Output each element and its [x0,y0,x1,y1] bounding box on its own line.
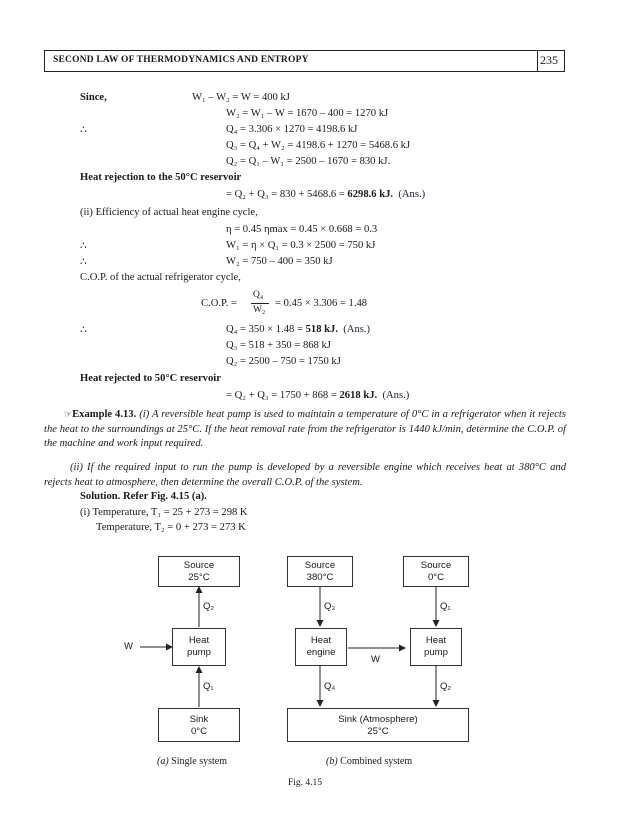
source-temperature: 0°C [427,572,445,583]
heat-label-q4-b: Q₄ [324,681,336,692]
equation-text: = Q₂ + Q₃ = 1750 + 868 = [226,390,340,401]
equation-text: = Q₂ + Q₃ = 830 + 5468.6 = [226,189,348,200]
page-number: 235 [540,53,558,67]
temperature-t1: (i) Temperature, T₁ = 25 + 273 = 298 K [80,507,248,518]
work-label-a: W [124,641,133,652]
answer-value: 518 kJ. [305,324,338,335]
source-temperature: 25°C [188,572,210,583]
chapter-title: SECOND LAW OF THERMODYNAMICS AND ENTROPY [53,55,309,65]
caption-b: (b) Combined system [326,756,413,767]
equation-q4: Q₄ = 3.306 × 1270 = 4198.6 kJ [226,124,358,135]
figure-label: Fig. 4.15 [288,778,323,788]
device-label: Heat [425,635,447,646]
heat-pump-box-b [410,628,462,666]
example-text-2: (ii) If the required input to run the pump is developed by a reversible engine which receives heat at 380°C and rejects heat to atmosphere, then determine the overall C.O.P. of the system. [44,462,566,488]
part-ii-text: (ii) Efficiency of actual heat engine cycle, [80,207,258,218]
equation-q2: Q₂ = Q₁ – W₁ = 2500 – 1670 = 830 kJ. [226,156,391,167]
since-label: Since, [80,92,107,103]
device-label: Heat [188,635,210,646]
answer-marker: (Ans.) [398,189,426,200]
heat-label-q1-b: Q₁ [440,601,451,612]
cop-label: C.O.P. = [201,298,238,309]
cop-numerator: Q₄ [253,290,264,300]
therefore-symbol: ∴ [80,325,87,336]
work-label-b: W [371,654,380,665]
example-label: Example 4.13. [72,409,137,420]
heat-label-q2-b: Q₂ [440,681,452,692]
equation-q3: Q₃ = Q₄ + W₂ = 4198.6 + 1270 = 5468.6 kJ [226,140,411,151]
heat-pump-box-a [172,628,226,666]
sink-box-a [158,708,240,742]
solution-label: Solution. Refer Fig. 4.15 (a). [80,491,207,502]
device-label: engine [306,647,336,658]
source-label: Source [183,560,215,571]
heat-label-q1-a: Q₁ [203,681,214,692]
therefore-symbol: ∴ [80,241,87,252]
pointing-hand-icon: ☞ [64,409,73,419]
device-label: Heat [310,635,332,646]
heading-heat-rejection-1: Heat rejection to the 50°C reservoir [80,172,242,183]
sink-label: Sink [189,714,209,725]
heat-engine-box-b [295,628,347,666]
therefore-symbol: ∴ [80,125,87,136]
heading-heat-rejection-2: Heat rejected to 50°C reservoir [80,373,221,384]
equation-q3-final: Q₃ = 518 + 350 = 868 kJ [226,340,331,351]
heat-label-q3-b: Q₃ [324,601,336,612]
cop-value: = 0.45 × 3.306 = 1.48 [275,298,368,309]
device-label: pump [187,647,211,658]
equation-w2: W₂ = W₁ – W = 1670 – 400 = 1270 kJ [226,108,389,119]
answer-marker: (Ans.) [382,390,410,401]
cop-intro-text: C.O.P. of the actual refrigerator cycle, [80,272,241,283]
sink-temperature: 25°C [367,726,389,737]
example-text-1: (i) A reversible heat pump is used to maintain a temperature of 0°C in a refrigerator when it rejects the heat to the surroundings at 25°C. If the heat removal rate from the refrigerator is 1440 kJ/min, determine the C.O.P. of the machine and work input required. [44,409,567,449]
source-label: Source [420,560,452,571]
equation-q2-final: Q₂ = 2500 – 750 = 1750 kJ [226,356,341,367]
source-temperature: 380°C [306,572,334,583]
therefore-symbol: ∴ [80,257,87,268]
source-box-b2 [403,556,469,587]
temperature-t2: Temperature, T₂ = 0 + 273 = 273 K [96,522,246,533]
answer-marker: (Ans.) [343,324,371,335]
device-label: pump [424,647,448,658]
source-label: Source [304,560,336,571]
equation-w2-net: W₂ = 750 – 400 = 350 kJ [226,256,333,267]
sink-box-b [287,708,469,742]
sink-temperature: 0°C [190,726,208,737]
equation-text: Q₄ = 350 × 1.48 = [226,324,306,335]
source-box-a [158,556,240,587]
equation-efficiency: η = 0.45 ηmax = 0.45 × 0.668 = 0.3 [226,224,378,235]
answer-value: 6298.6 kJ. [347,189,394,200]
equation-w1-w2: W₁ – W₂ = W = 400 kJ [192,92,290,103]
answer-value: 2618 kJ. [339,390,378,401]
equation-w1: W₁ = η × Q₁ = 0.3 × 2500 = 750 kJ [226,240,376,251]
sink-label: Sink (Atmosphere) [338,714,418,725]
caption-a: (a) Single system [157,756,228,767]
heat-label-q2-a: Q₂ [203,601,215,612]
source-box-b1 [287,556,353,587]
cop-denominator: W₂ [253,305,266,315]
